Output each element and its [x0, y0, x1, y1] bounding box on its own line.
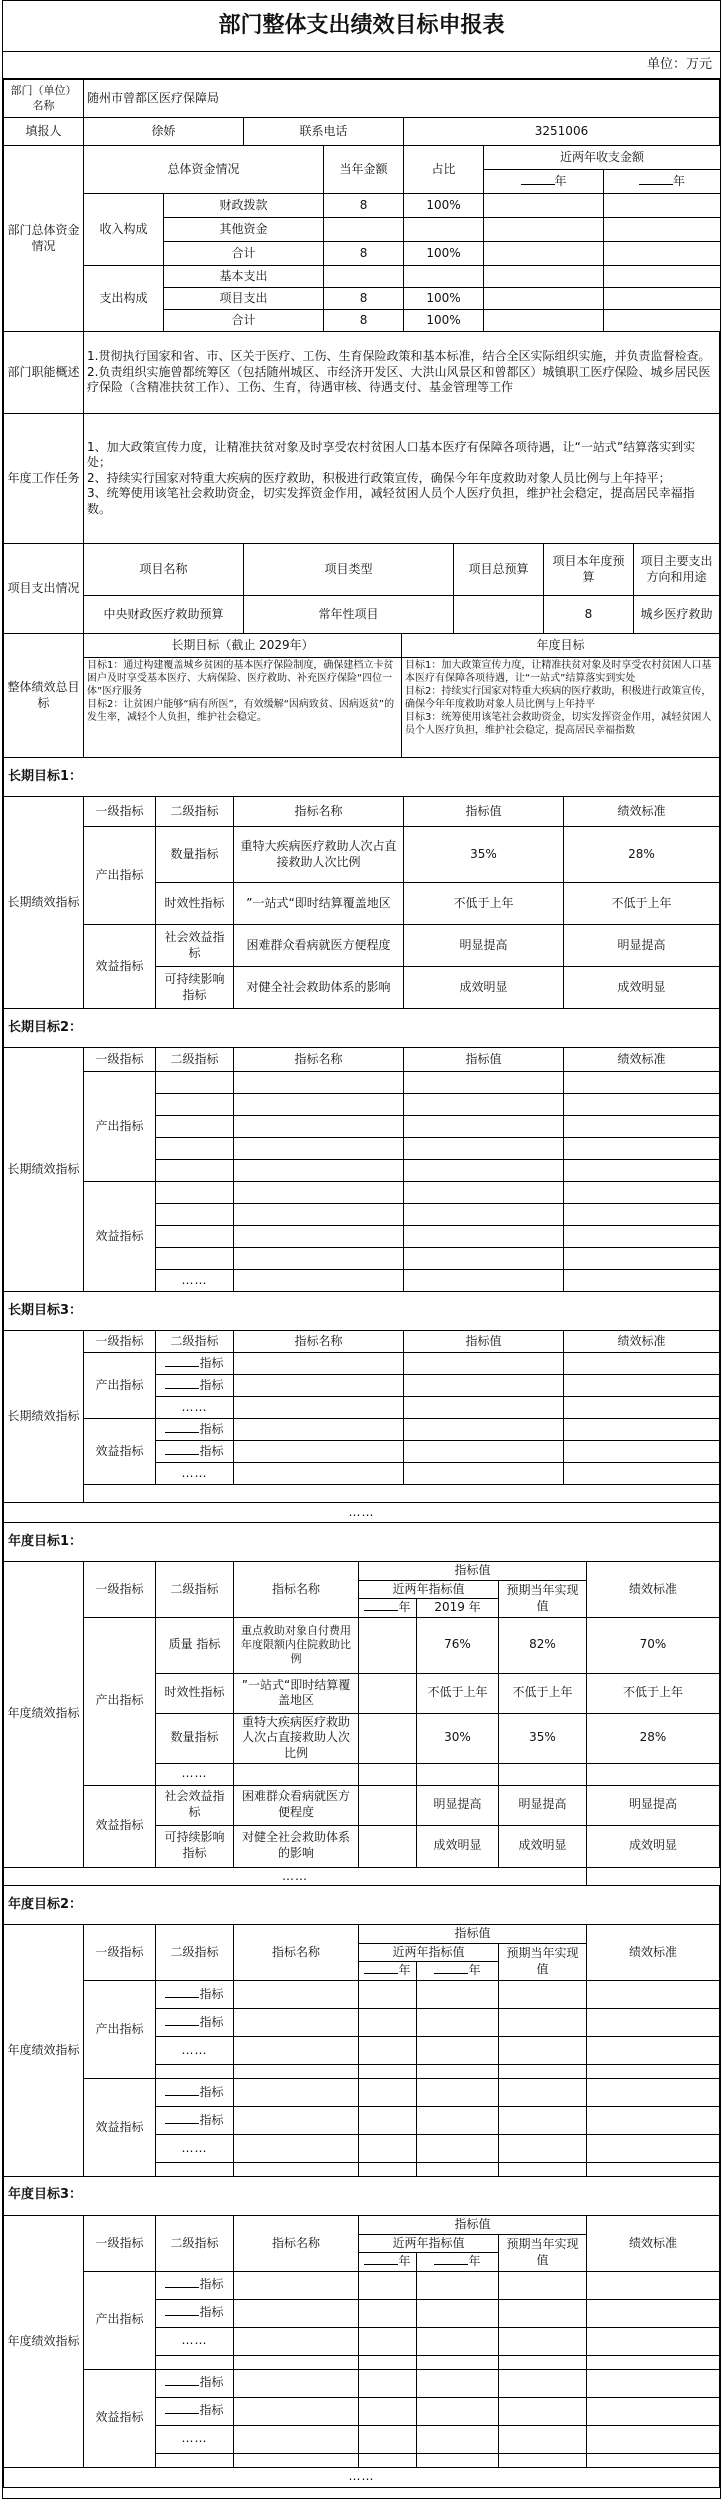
funds-header-amount: 当年金额: [324, 146, 404, 194]
expense-ratio: 100%: [404, 288, 484, 310]
col-perf-std: 绩效标准: [564, 1331, 720, 1353]
year-goal-1-table: [3, 1522, 720, 1886]
l2-cell: 质量 指标: [156, 1617, 234, 1673]
l2-cell: 指标: [156, 2397, 234, 2425]
long-goal-1-table: [3, 757, 720, 1009]
income-amount: 8: [324, 242, 404, 266]
benefit-label: 效益指标: [84, 2369, 156, 2467]
income-amount: 8: [324, 194, 404, 218]
tasks-text: 1、加大政策宣传力度，让精准扶贫对象及时享受农村贫困人口基本医疗有保障各项待遇，让“一站式”结算落实到实处； 2、持续实行国家对特重大疾病的医疗救助，积极进行政策宣传，确保今年年度救助对象人员比例与上年持平； 3、统筹使用该笔社会救助资金，切实发挥资金作用，减轻贫困人员个人医疗负担，维护社会稳定，提高居民幸福指数。: [84, 414, 720, 544]
funds-header-ratio: 占比: [404, 146, 484, 194]
ind-value-cell: 明显提高: [404, 925, 564, 967]
recent2-cell: 成效明显: [417, 1825, 499, 1867]
long-goal-3-heading: 长期目标3：: [4, 1292, 720, 1331]
ellipsis-cell: ……: [156, 1463, 234, 1485]
l2-cell: 指标: [156, 1980, 234, 2008]
col-recent-two: 近两年指标值: [359, 1943, 499, 1962]
project-cell: 中央财政医疗救助预算: [84, 596, 244, 634]
year-goal-3-heading: 年度目标3：: [4, 2176, 720, 2215]
l2-cell: 可持续影响指标: [156, 1825, 234, 1867]
expense-name: 基本支出: [164, 266, 324, 288]
year-goal-2-heading: 年度目标2：: [4, 1886, 720, 1925]
overall-goal-table: [3, 633, 720, 758]
project-cell: 城乡医疗救助: [634, 596, 720, 634]
expense-amount: 8: [324, 288, 404, 310]
phone-label: 联系电话: [244, 118, 404, 146]
col-perf-std: 绩效标准: [587, 1925, 720, 1981]
project-header: 项目总预算: [454, 544, 544, 596]
perf-std-cell: 成效明显: [564, 967, 720, 1009]
form-page: [2, 0, 721, 2499]
duties-label: 部门职能概述: [4, 332, 84, 414]
recent-year-a: 年: [359, 2253, 417, 2272]
recent-year-a: 年: [359, 1962, 417, 1981]
funds-header-recent: 近两年收支金额: [484, 146, 721, 170]
expense-amount: [324, 266, 404, 288]
project-cell: 8: [544, 596, 634, 634]
ind-name-cell: 对健全社会救助体系的影响: [234, 1825, 359, 1867]
tasks-label: 年度工作任务: [4, 414, 84, 544]
l2-cell: 可持续影响指标: [156, 967, 234, 1009]
col-ind-value: 指标值: [404, 797, 564, 827]
income-label: 收入构成: [84, 194, 164, 266]
col-ind-name: 指标名称: [234, 1925, 359, 1981]
section-ellipsis: ……: [4, 1503, 720, 1523]
ellipsis-cell: ……: [156, 1763, 234, 1785]
col-level1: 一级指标: [84, 1048, 156, 1072]
l2-cell: 指标: [156, 2369, 234, 2397]
ellipsis-cell: ……: [156, 2134, 234, 2162]
col-level1: 一级指标: [84, 797, 156, 827]
output-label: 产出指标: [84, 1072, 156, 1182]
project-cell: [454, 596, 544, 634]
dept-label: 部门（单位）名称: [4, 80, 84, 118]
funds-section-label: 部门总体资金情况: [4, 146, 84, 332]
col-ind-name: 指标名称: [234, 1331, 404, 1353]
recent1-cell: [359, 1617, 417, 1673]
col-recent-two: 近两年指标值: [359, 2234, 499, 2253]
col-level2: 二级指标: [156, 1048, 234, 1072]
l2-cell: 指标: [156, 1375, 234, 1397]
ind-name-cell: 重特大疾病医疗救助人次占直接救助人次比例: [234, 1713, 359, 1763]
recent1-cell: [359, 1713, 417, 1763]
col-perf-std: 绩效标准: [564, 797, 720, 827]
recent1-cell: [359, 1673, 417, 1713]
output-label: 产出指标: [84, 1617, 156, 1785]
recent-year-b: 年: [417, 1962, 499, 1981]
col-expect-cur: 预期当年实现值: [499, 1580, 587, 1617]
expect-cell: 成效明显: [499, 1825, 587, 1867]
col-level2: 二级指标: [156, 1331, 234, 1353]
ind-name-cell: 困难群众看病就医方便程度: [234, 925, 404, 967]
recent-year-2: 年: [604, 170, 721, 194]
long-goal-2-table: [3, 1008, 720, 1292]
recent2-cell: 30%: [417, 1713, 499, 1763]
long-perf-label: 长期绩效指标: [4, 1331, 84, 1503]
funds-header-overall: 总体资金情况: [84, 146, 324, 194]
col-ind-value: 指标值: [359, 1925, 587, 1944]
long-goal-3-table: [3, 1291, 720, 1523]
year-perf-label: 年度绩效指标: [4, 1925, 84, 2177]
l2-cell: 指标: [156, 2106, 234, 2134]
recent2-cell: 明显提高: [417, 1785, 499, 1825]
ind-value-cell: 不低于上年: [404, 883, 564, 925]
duties-text: 1.贯彻执行国家和省、市、区关于医疗、工伤、生育保险政策和基本标准，结合全区实际组织实施，并负责监督检查。 2.负责组织实施曾都统筹区（包括随州城区、市经济开发区、大洪山风景区和曾都区）城镇职工医疗保险、城乡居民医疗保险（含精准扶贫工作）、工伤、生育，待遇审核、待遇支付、基金管理等工作: [84, 332, 720, 414]
recent-year-b: 2019 年: [417, 1599, 499, 1618]
col-ind-value: 指标值: [359, 2215, 587, 2234]
income-amount: [324, 218, 404, 242]
year-goal-text: 目标1：加大政策宣传力度，让精准扶贫对象及时享受农村贫困人口基本医疗有保障各项待遇，让“一站式”结算落实到实处 目标2：持续实行国家对特重大疾病的医疗救助，积极进行政策宣传，确保今年年度救助对象人员比例与上年持平 目标3：统筹使用该笔社会救助资金，切实发挥资金作用，减轻贫困人员个人医疗负担，维护社会稳定，提高居民幸福指数: [402, 658, 720, 758]
expense-amount: 8: [324, 310, 404, 332]
year-goal-3-table: [3, 2176, 720, 2488]
benefit-label: 效益指标: [84, 1182, 156, 1292]
l2-cell: 数量指标: [156, 1713, 234, 1763]
l2-cell: 指标: [156, 1441, 234, 1463]
basic-info-table: [3, 79, 720, 146]
long-perf-label: 长期绩效指标: [4, 1048, 84, 1292]
long-goal-1-heading: 长期目标1：: [4, 758, 720, 797]
income-name: 合计: [164, 242, 324, 266]
year-perf-label: 年度绩效指标: [4, 1562, 84, 1868]
l2-cell: 指标: [156, 1353, 234, 1375]
col-ind-value: 指标值: [404, 1331, 564, 1353]
output-label: 产出指标: [84, 827, 156, 925]
project-table: [3, 543, 720, 634]
benefit-label: 效益指标: [84, 2078, 156, 2176]
perf-std-cell: 70%: [587, 1617, 720, 1673]
project-label: 项目支出情况: [4, 544, 84, 634]
ellipsis-cell: ……: [156, 2036, 234, 2064]
col-perf-std: 绩效标准: [587, 1562, 720, 1618]
l2-cell: 指标: [156, 2078, 234, 2106]
expense-name: 项目支出: [164, 288, 324, 310]
overall-goal-label: 整体绩效总目标: [4, 634, 84, 758]
form-title: 部门整体支出绩效目标申报表: [3, 1, 720, 52]
col-level2: 二级指标: [156, 1562, 234, 1618]
col-level1: 一级指标: [84, 2215, 156, 2271]
l2-cell: 时效性指标: [156, 1673, 234, 1713]
col-expect-cur: 预期当年实现值: [499, 2234, 587, 2271]
expense-name: 合计: [164, 310, 324, 332]
col-ind-name: 指标名称: [234, 797, 404, 827]
ind-name-cell: 重特大疾病医疗救助人次占直接救助人次比例: [234, 827, 404, 883]
output-label: 产出指标: [84, 1980, 156, 2078]
l2-cell: 数量指标: [156, 827, 234, 883]
dept-value: 随州市曾都区医疗保障局: [84, 80, 720, 118]
expect-cell: 明显提高: [499, 1785, 587, 1825]
col-ind-name: 指标名称: [234, 1048, 404, 1072]
col-ind-value: 指标值: [404, 1048, 564, 1072]
expect-cell: 82%: [499, 1617, 587, 1673]
perf-std-cell: 明显提高: [587, 1785, 720, 1825]
ellipsis-cell: ……: [156, 1270, 234, 1292]
income-name: 财政拨款: [164, 194, 324, 218]
perf-std-cell: 成效明显: [587, 1825, 720, 1867]
col-ind-name: 指标名称: [234, 2215, 359, 2271]
col-ind-name: 指标名称: [234, 1562, 359, 1618]
ind-name-cell: 重点救助对象自付费用年度限额内住院救助比例: [234, 1617, 359, 1673]
funds-table: [3, 145, 721, 332]
recent2-cell: 76%: [417, 1617, 499, 1673]
ellipsis-cell: ……: [156, 2425, 234, 2453]
expense-label: 支出构成: [84, 266, 164, 332]
filler-label: 填报人: [4, 118, 84, 146]
l2-cell: 指标: [156, 2008, 234, 2036]
l2-cell: 社会效益指标: [156, 1785, 234, 1825]
ind-name-cell: ”一站式“即时结算覆盖地区: [234, 1673, 359, 1713]
filler-value: 徐娇: [84, 118, 244, 146]
year-perf-label: 年度绩效指标: [4, 2215, 84, 2467]
col-recent-two: 近两年指标值: [359, 1580, 499, 1599]
l2-cell: 指标: [156, 2299, 234, 2327]
long-perf-label: 长期绩效指标: [4, 797, 84, 1009]
phone-value: 3251006: [404, 118, 720, 146]
col-level2: 二级指标: [156, 2215, 234, 2271]
income-name: 其他资金: [164, 218, 324, 242]
l2-cell: 社会效益指标: [156, 925, 234, 967]
ellipsis-row: ……: [4, 1867, 587, 1886]
perf-std-cell: 不低于上年: [564, 883, 720, 925]
project-header: 项目名称: [84, 544, 244, 596]
col-ind-value: 指标值: [359, 1562, 587, 1581]
expense-ratio: [404, 266, 484, 288]
l2-cell: 指标: [156, 1419, 234, 1441]
l2-cell: 指标: [156, 2271, 234, 2299]
output-label: 产出指标: [84, 2271, 156, 2369]
recent1-cell: [359, 1825, 417, 1867]
ind-value-cell: 成效明显: [404, 967, 564, 1009]
perf-std-cell: 明显提高: [564, 925, 720, 967]
col-perf-std: 绩效标准: [564, 1048, 720, 1072]
duties-table: [3, 331, 720, 544]
project-header: 项目主要支出方向和用途: [634, 544, 720, 596]
year-goal-2-table: [3, 1885, 720, 2177]
project-cell: 常年性项目: [244, 596, 454, 634]
year-goal-1-heading: 年度目标1：: [4, 1523, 720, 1562]
recent-year-a: 年: [359, 1599, 417, 1618]
expense-ratio: 100%: [404, 310, 484, 332]
col-perf-std: 绩效标准: [587, 2215, 720, 2271]
col-level1: 一级指标: [84, 1925, 156, 1981]
col-expect-cur: 预期当年实现值: [499, 1943, 587, 1980]
ind-name-cell: 困难群众看病就医方便程度: [234, 1785, 359, 1825]
col-level1: 一级指标: [84, 1331, 156, 1353]
long-goal-2-heading: 长期目标2：: [4, 1009, 720, 1048]
perf-std-cell: 不低于上年: [587, 1673, 720, 1713]
expect-cell: 不低于上年: [499, 1673, 587, 1713]
ellipsis-cell: ……: [156, 2327, 234, 2355]
long-goal-text: 目标1：通过构建覆盖城乡贫困的基本医疗保险制度，确保建档立卡贫困户及时享受基本医疗、大病保险、医疗救助、补充医疗保险“四位一体”医疗服务 目标2：让贫困户能够“病有所医”，有效缓解“因病致贫、因病返贫”的发生率，减轻个人负担，维护社会稳定。: [84, 658, 402, 758]
income-ratio: 100%: [404, 194, 484, 218]
ind-name-cell: ”一站式“即时结算覆盖地区: [234, 883, 404, 925]
income-ratio: 100%: [404, 242, 484, 266]
col-level1: 一级指标: [84, 1562, 156, 1618]
ind-name-cell: 对健全社会救助体系的影响: [234, 967, 404, 1009]
recent-year-b: 年: [417, 2253, 499, 2272]
long-goal-header: 长期目标（截止 2029年）: [84, 634, 402, 658]
project-header: 项目本年度预算: [544, 544, 634, 596]
project-header: 项目类型: [244, 544, 454, 596]
section-ellipsis: ……: [4, 2467, 720, 2487]
col-level2: 二级指标: [156, 1925, 234, 1981]
expect-cell: 35%: [499, 1713, 587, 1763]
unit-label: 单位：万元: [3, 52, 720, 79]
output-label: 产出指标: [84, 1353, 156, 1419]
perf-std-cell: 28%: [564, 827, 720, 883]
year-goal-header: 年度目标: [402, 634, 720, 658]
recent-year-1: 年: [484, 170, 604, 194]
col-level2: 二级指标: [156, 797, 234, 827]
benefit-label: 效益指标: [84, 925, 156, 1009]
l2-cell: 时效性指标: [156, 883, 234, 925]
recent1-cell: [359, 1785, 417, 1825]
perf-std-cell: 28%: [587, 1713, 720, 1763]
income-ratio: [404, 218, 484, 242]
recent2-cell: 不低于上年: [417, 1673, 499, 1713]
benefit-label: 效益指标: [84, 1419, 156, 1485]
benefit-label: 效益指标: [84, 1785, 156, 1867]
ellipsis-cell: ……: [156, 1397, 234, 1419]
ind-value-cell: 35%: [404, 827, 564, 883]
